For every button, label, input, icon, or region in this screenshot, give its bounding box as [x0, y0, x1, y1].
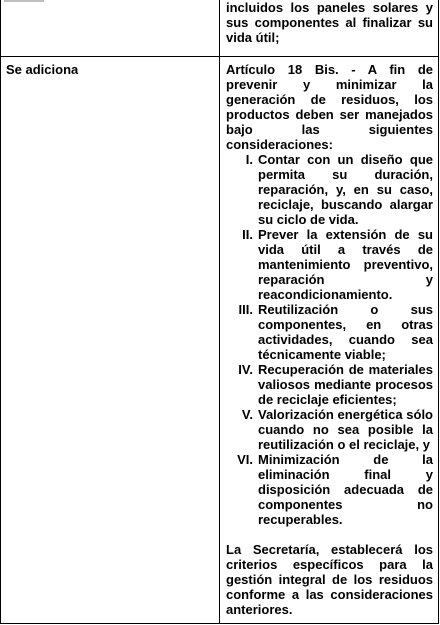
previous-row-text: [226, 0, 433, 45]
article-cell: [226, 62, 433, 617]
spacer: [226, 527, 433, 542]
list-item-text: Valorización energética sólo cuando no sea posible la reutilización o el reciclaje, y: [258, 407, 433, 452]
list-item-text: Reutilización o sus componentes, en otras actividades, cuando sea técnicamente viable;: [258, 302, 433, 362]
list-item-number: V.: [241, 407, 253, 422]
list-item-number: I.: [245, 152, 253, 167]
list-item-text: Prever la extensión de su vida útil a través de mantenimiento preventivo, reparación y reacondicionamiento.: [258, 227, 433, 302]
list-item: [226, 452, 433, 527]
list-item: [226, 302, 433, 362]
list-item-number: IV.: [238, 362, 253, 377]
column-divider: [219, 0, 220, 624]
list-item-text: Recuperación de materiales valiosos mediante procesos de reciclaje eficientes;: [258, 362, 433, 407]
scan-mark: [4, 0, 44, 2]
article-intro: Artículo 18 Bis. - A fin de prevenir y minimizar la generación de residuos, los productos deben ser manejados bajo las siguientes consideraciones:: [226, 62, 433, 152]
previous-row-paragraph: incluidos los paneles solares y sus componentes al finalizar su vida útil;: [226, 0, 433, 45]
list-item-text: Contar con un diseño que permita su duración, reparación, y, en su caso, reciclaje, buscando alargar su ciclo de vida.: [258, 152, 433, 227]
list-item: [226, 152, 433, 227]
left-cell-label: Se adiciona: [6, 62, 79, 77]
list-item: [226, 227, 433, 302]
list-item-number: VI.: [237, 452, 253, 467]
list-item-text: Minimización de la eliminación final y disposición adecuada de componentes no recuperables.: [258, 452, 433, 527]
list-item: [226, 362, 433, 407]
list-item: [226, 407, 433, 452]
article-closing: La Secretaría, establecerá los criterios específicos para la gestión integral de los residuos conforme a las consideraciones anteriores.: [226, 542, 433, 617]
row-divider: [0, 56, 439, 57]
considerations-list: [226, 152, 433, 527]
list-item-number: II.: [242, 227, 253, 242]
list-item-number: III.: [238, 302, 253, 317]
